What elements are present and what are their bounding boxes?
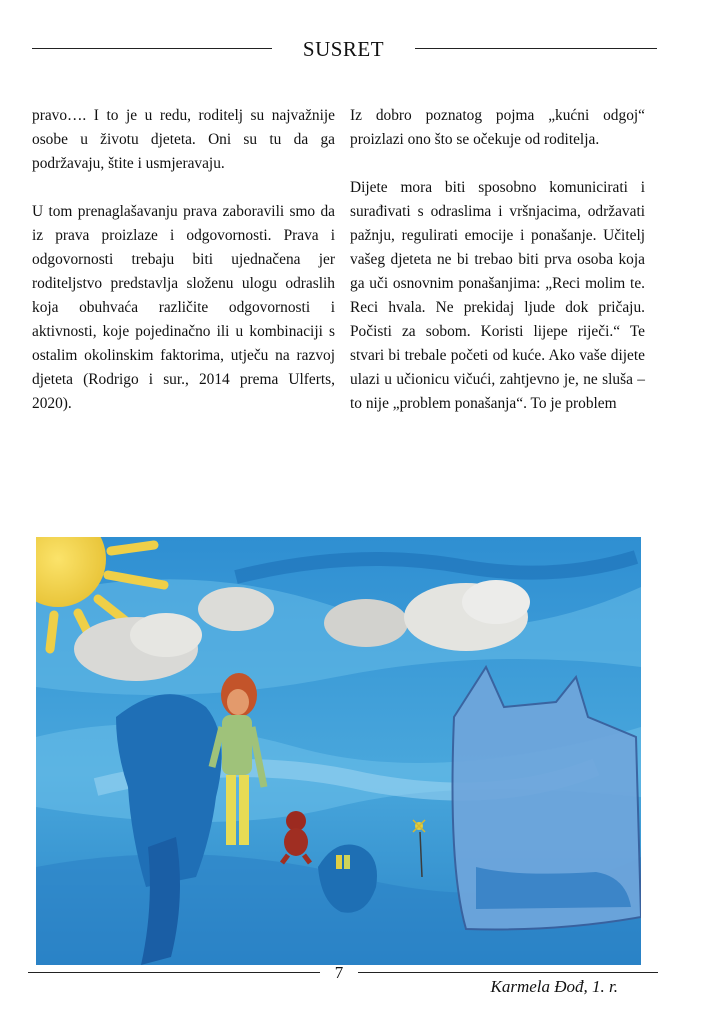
right-column [350, 104, 645, 416]
footer-rule-left [28, 972, 320, 973]
page-number: 7 [334, 963, 344, 982]
watercolor-painting [36, 537, 641, 965]
right-paragraph-2: Dijete mora biti sposobno komunicirati i surađivati s odraslima i vršnjacima, održavati pažnju, regulirati emocije i ponašanje. Učitelj vašeg djeteta ne bi trebao biti prva osoba koja ga uči osnovnim ponašanjima: „Reci molim te. Reci hvala. Ne prekidaj ljude dok pričaju. Počisti za sobom. Koristi lijepe riječi.“ Te stvari bi trebale početi od kuće. Ako vaše dijete ulazi u učionicu vičući, zahtjevno je, ne sluša – to nije „problem ponašanja“. To je problem [350, 179, 645, 412]
page-footer [28, 962, 660, 1002]
header-rule-right [415, 48, 657, 49]
left-paragraph-1: pravo…. I to je u redu, roditelj su najvažnije osobe u životu djeteta. Oni su tu da ga podržavaju, štite i usmjeravaju. [32, 107, 335, 172]
artwork-credit: Karmela Đođ, 1. r. [490, 977, 618, 996]
left-paragraph-2: U tom prenaglašavanju prava zaboravili smo da iz prava proizlaze i odgovornosti. Prava i odgovornosti trebaju biti ujednačena jer roditeljstvo predstavlja složenu ulogu odraslih koja obuhvaća različite odgovornosti i aktivnosti, koje pojedinačno ili u kombinaciji s ostalim okolinskim faktorima, utječu na razvoj djeteta (Rodrigo i sur., 2014 prema Ulferts, 2020). [32, 203, 335, 412]
child-painting-illustration [36, 537, 641, 965]
left-column [32, 104, 335, 416]
footer-rule-right [358, 972, 658, 973]
right-paragraph-1: Iz dobro poznatog pojma „kućni odgoj“ proizlazi ono što se očekuje od roditelja. [350, 107, 645, 148]
page-header [32, 34, 657, 64]
magazine-title: SUSRET [302, 37, 385, 61]
header-rule-left [32, 48, 272, 49]
